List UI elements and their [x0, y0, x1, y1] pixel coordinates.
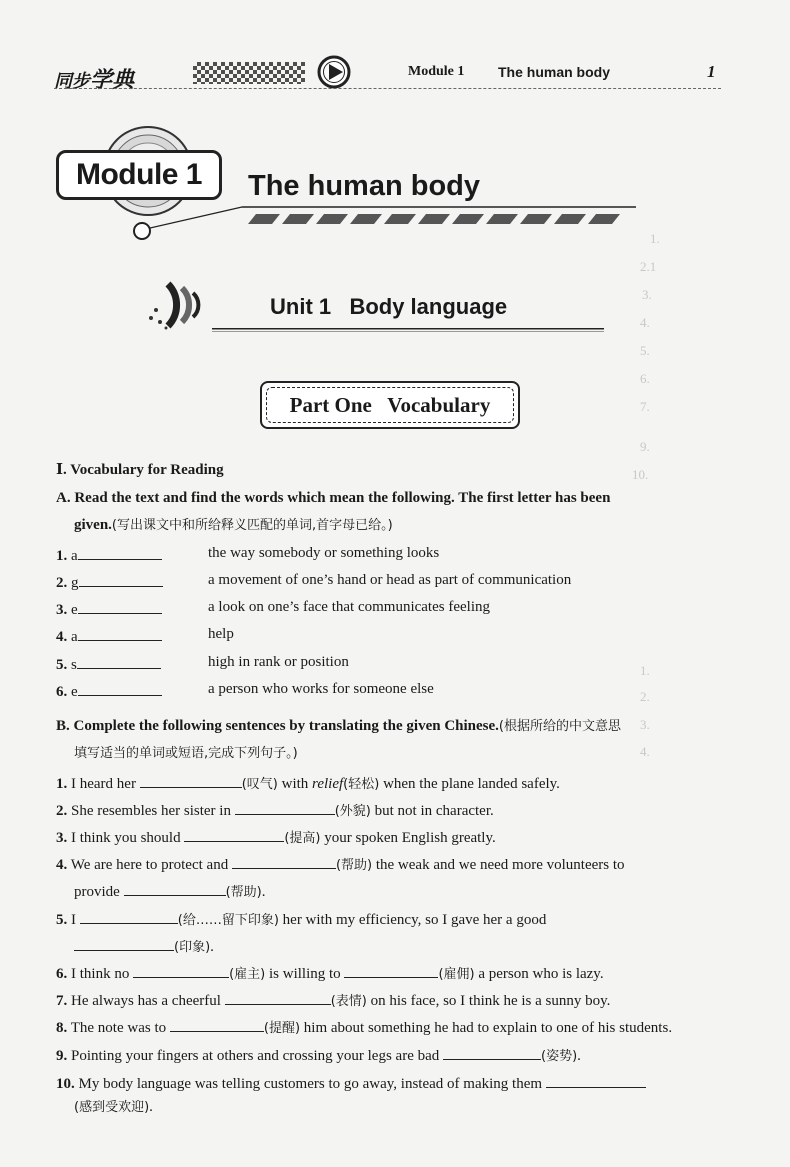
sentence-1: 1. I heard her (叹气) with relief(轻松) when the plane landed safely. [56, 773, 560, 793]
sentence-5: 5. I (给……留下印象) her with my efficiency, so I gave her a good [56, 909, 546, 929]
list-item: 3. e [56, 599, 162, 619]
answer-blank[interactable] [232, 854, 336, 869]
header-divider [54, 88, 721, 89]
answer-blank[interactable] [74, 936, 174, 951]
answer-blank[interactable] [78, 545, 162, 560]
definition: help [208, 626, 234, 642]
sectionB-instructions-line2: 填写适当的单词或短语,完成下列句子。) [74, 746, 298, 761]
answer-blank[interactable] [170, 1017, 264, 1032]
answer-blank[interactable] [79, 572, 163, 587]
list-item: 5. s [56, 654, 161, 674]
answer-blank[interactable] [124, 881, 226, 896]
header-module: Module 1 [408, 64, 465, 79]
list-item: 1. a [56, 545, 162, 565]
page-number: 1 [707, 62, 716, 81]
brand-logo: 同步学典 [54, 68, 135, 93]
sectionA-instructions-line1: A. Read the text and find the words which mean the following. The first letter has been [56, 490, 611, 506]
answer-blank[interactable] [77, 654, 161, 669]
sentence-6: 6. I think no (雇主) is willing to (雇佣) a person who is lazy. [56, 963, 604, 983]
page: 1. 2.1 3. 4. 5. 6. 7. 9. 10. 1. 2. 3. 4. 同步学典 Module 1 The human body 1 Module 1 The human body Unit 1 Body language Part One Vocabulary Ⅰ. Vocabulary for Reading A. Read the text and find the words which mean the following. The first letter has been given.(写出课文中和所给释义匹配的单词,首字母已给。) 1. a the way somebody or something looks 2. g a movement of one’s hand or head as part of communication 3. e a look on one’s face that communicates feeling 4. a help 5. s high in rank or position 6. e a person who works for someone else B. Complete the following sentences by translating the given Chinese.(根据所给的中文意思 填写适当的单词或短语,完成下列句子。) 1. I heard her (叹气) with relief(轻松) when the plane landed safely. 2. She resembles her sister in (外貌) but not in character. 3. I think you should (提高) your spoken English greatly. 4. We are here to protect and (帮助) the weak and we need more volunteers to provide (帮助). 5. I (给……留下印象) her with my efficiency, so I gave her a good (印象). 6. I think no (雇主) is willing to (雇佣) a person who is lazy. 7. He always has a cheerful (表情) on his face, so I think he is a sunny boy. 8. The note was to (提醒) him about something he had to explain to one of his students. 9. Pointing your fingers at others and crossing your legs are bad (姿势). 10. My body language was telling customers to go away, instead of making them (感到受欢迎). [0, 0, 790, 1167]
module-title: The human body [248, 170, 480, 202]
sentence-3: 3. I think you should (提高) your spoken English greatly. [56, 827, 496, 847]
answer-blank[interactable] [78, 681, 162, 696]
sentence-2: 2. She resembles her sister in (外貌) but not in character. [56, 800, 494, 820]
answer-blank[interactable] [443, 1045, 541, 1060]
answer-blank[interactable] [133, 963, 229, 978]
module-title-stripe [150, 204, 636, 230]
unit-divider [212, 328, 604, 332]
list-item: 6. e [56, 681, 162, 701]
sentence-9: 9. Pointing your fingers at others and crossing your legs are bad (姿势). [56, 1045, 581, 1065]
sentence-4-cont: provide (帮助). [74, 881, 265, 901]
part-title-box [260, 381, 520, 429]
definition: a look on one’s face that communicates feeling [208, 599, 490, 615]
header-checker-pattern [193, 62, 305, 84]
header-topic: The human body [498, 64, 610, 80]
list-item: 2. g [56, 572, 163, 592]
definition: a movement of one’s hand or head as part of communication [208, 572, 572, 588]
unit-title: Unit 1 Body language [270, 294, 508, 319]
sectionA-instructions-line2: given.(写出课文中和所给释义匹配的单词,首字母已给。) [74, 517, 393, 533]
module-label: Module 1 [56, 150, 222, 200]
sectionB-instructions-line1: B. Complete the following sentences by translating the given Chinese.(根据所给的中文意思 [56, 718, 621, 734]
answer-blank[interactable] [80, 909, 178, 924]
answer-blank[interactable] [235, 800, 335, 815]
list-item: 4. a [56, 626, 162, 646]
answer-blank[interactable] [140, 773, 242, 788]
part-title: Part One Vocabulary [289, 393, 491, 417]
sentence-8: 8. The note was to (提醒) him about something he had to explain to one of his students. [56, 1017, 672, 1037]
answer-blank[interactable] [78, 599, 162, 614]
answer-blank[interactable] [78, 626, 162, 641]
sentence-5-cont: (印象). [74, 936, 214, 956]
definition: high in rank or position [208, 654, 349, 670]
answer-blank[interactable] [546, 1073, 646, 1088]
unit-icon [146, 280, 212, 332]
section-heading: Ⅰ. Vocabulary for Reading [56, 462, 224, 478]
play-icon [316, 55, 354, 89]
answer-blank[interactable] [225, 990, 331, 1005]
sentence-7: 7. He always has a cheerful (表情) on his face, so I think he is a sunny boy. [56, 990, 610, 1010]
answer-blank[interactable] [184, 827, 284, 842]
sentence-4: 4. We are here to protect and (帮助) the weak and we need more volunteers to [56, 854, 625, 874]
sentence-10: 10. My body language was telling customers to go away, instead of making them [56, 1073, 646, 1093]
sentence-10-cont: (感到受欢迎). [74, 1099, 153, 1115]
definition: the way somebody or something looks [208, 545, 440, 561]
answer-blank[interactable] [344, 963, 438, 978]
definition: a person who works for someone else [208, 681, 434, 697]
